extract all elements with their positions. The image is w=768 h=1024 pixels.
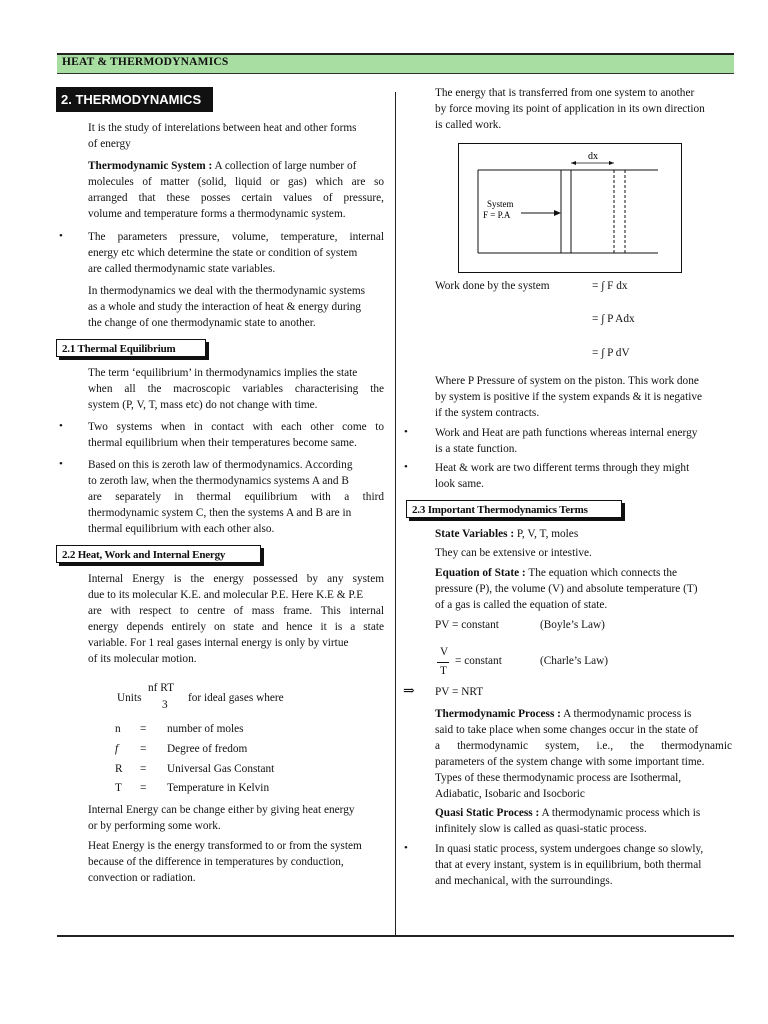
work-eq-1: = ∫ F dx xyxy=(592,280,628,292)
zeroth-law-line-3: are separately in thermal equilibrium with a third xyxy=(88,491,384,503)
implies-arrow-icon: ⇒ xyxy=(403,684,415,699)
contact-line-1: Two systems when in contact with each other come to xyxy=(88,421,384,433)
equilibrium-process-line-1: In quasi static process, system undergoes change so slowly, xyxy=(435,843,704,855)
charles-numerator: V xyxy=(440,646,449,658)
force-arrow-icon xyxy=(554,210,561,216)
fraction-bar xyxy=(437,662,449,663)
eos-line-2: pressure (P), the volume (V) and absolute temperature (T) xyxy=(435,583,698,595)
def-equals: = xyxy=(140,763,147,775)
equilibrium-process-line-2: that at every instant, system is in equilibrium, both thermal xyxy=(435,859,702,871)
interaction-line-3: the change of one thermodynamic state to another. xyxy=(88,317,316,329)
system-label: System xyxy=(487,199,514,209)
work-eq-2: = ∫ P Adx xyxy=(592,313,635,325)
def-equals: = xyxy=(140,723,147,735)
internal-energy-line-4: energy depends entirely on state and hence it is a state xyxy=(88,621,384,633)
zeroth-law-line-4: thermodynamic system C, then the systems A and B are in xyxy=(88,507,352,519)
force-label: F = P.A xyxy=(483,210,511,220)
units-label: Units xyxy=(117,692,142,704)
thermo-system-term: Thermodynamic System : xyxy=(88,160,213,172)
section-2-3-heading: 2.3 Important Thermodynamics Terms xyxy=(406,500,622,518)
quasi-static-term: Quasi Static Process : xyxy=(435,807,540,819)
process-line-4: parameters of the system change with some important time. xyxy=(435,756,705,768)
work-done-label: Work done by the system xyxy=(435,280,550,292)
def-symbol-t: T xyxy=(115,782,122,794)
process-term: Thermodynamic Process : xyxy=(435,708,561,720)
bullet-mark: • xyxy=(404,461,408,473)
heat-energy-line-2: because of the difference in temperatures by conduction, xyxy=(88,856,344,868)
path-function-line-1: Work and Heat are path functions whereas internal energy xyxy=(435,427,698,439)
equilibrium-process-line-3: and mechanical, with the surroundings. xyxy=(435,875,613,887)
extensive-line: They can be extensive or intestive. xyxy=(435,547,592,559)
pressure-note-line-2: by system is positive if the system expands & it is negative xyxy=(435,391,703,403)
contact-line-2: thermal equilibrium when their temperatures become same. xyxy=(88,437,357,449)
def-equals: = xyxy=(140,782,147,794)
chapter-title: 2. THERMODYNAMICS xyxy=(56,87,213,112)
piston-diagram xyxy=(458,143,682,273)
equilibrium-line-1: The term ‘equilibrium’ in thermodynamics implies the state xyxy=(88,367,358,379)
quasi-static-text: A thermodynamic process which is xyxy=(541,807,701,819)
heat-energy-line-1: Heat Energy is the energy transformed to or from the system xyxy=(88,840,362,852)
state-variables-text: P, V, T, moles xyxy=(516,528,579,540)
work-def-line-2: by force moving its point of application in its own direction xyxy=(435,103,705,115)
state-var-line-3: are called thermodynamic state variables. xyxy=(88,263,276,275)
section-2-1-heading: 2.1 Thermal Equilibrium xyxy=(56,339,206,357)
internal-energy-line-6: of its molecular motion. xyxy=(88,653,197,665)
eos-text: The equation which connects the xyxy=(528,567,678,579)
pressure-note-line-1: Where P Pressure of system on the piston. This work done xyxy=(435,375,699,387)
dx-arrow-left-icon xyxy=(571,161,576,165)
bullet-mark: • xyxy=(59,458,63,470)
boyle-law-name: (Boyle’s Law) xyxy=(540,619,605,631)
state-var-line-1: The parameters pressure, volume, temperature, internal xyxy=(88,231,384,243)
work-eq-3: = ∫ P dV xyxy=(592,347,630,359)
interaction-line-2: as a whole and study the interaction of heat & energy during xyxy=(88,301,362,313)
change-line-1: Internal Energy can be change either by giving heat energy xyxy=(88,804,355,816)
process-line-2: said to take place when some changes occur in the state of xyxy=(435,724,699,736)
bullet-mark: • xyxy=(59,230,63,242)
eos-term: Equation of State : xyxy=(435,567,526,579)
internal-energy-line-5: variable. For 1 real gases internal energy is only by virtue xyxy=(88,637,349,649)
internal-energy-line-3: are with respect to centre of mass frame. This internal xyxy=(88,605,384,617)
def-symbol-f: f xyxy=(115,743,119,755)
process-line-3: a thermodynamic system, i.e., the thermodynamic xyxy=(435,740,732,752)
footer-rule xyxy=(57,935,734,937)
units-denominator: 3 xyxy=(162,699,168,711)
work-def-line-3: is called work. xyxy=(435,119,502,131)
process-line-6: Adiabatic, Isobaric and Isocboric xyxy=(435,788,585,800)
eos-line-1 xyxy=(435,566,732,582)
thermo-system-line-1 xyxy=(88,159,384,175)
thermo-system-line-3: arranged that these posses certain values of pressure, xyxy=(88,192,384,204)
pressure-note-line-3: if the system contracts. xyxy=(435,407,540,419)
bullet-mark: • xyxy=(404,426,408,438)
heat-work-line-2: look same. xyxy=(435,478,484,490)
state-var-line-2: energy etc which determine the state or condition of system xyxy=(88,247,358,259)
ideal-gas-equation: PV = NRT xyxy=(435,686,484,698)
equilibrium-line-3: system (P, V, T, mass etc) do not change with time. xyxy=(88,399,318,411)
zeroth-law-line-5: thermal equilibrium with each other also. xyxy=(88,523,275,535)
thermo-system-text: A collection of large number of xyxy=(214,160,357,172)
heat-work-line-1: Heat & work are two different terms through they might xyxy=(435,462,690,474)
equilibrium-line-2: when all the macroscopic variables characterising the xyxy=(88,383,384,395)
units-numerator: nf RT xyxy=(148,682,174,694)
process-text: A thermodynamic process is xyxy=(563,708,692,720)
header-title: HEAT & THERMODYNAMICS xyxy=(62,56,229,68)
bullet-mark: • xyxy=(404,842,408,854)
section-2-2-heading: 2.2 Heat, Work and Internal Energy xyxy=(56,545,261,563)
quasi-static-line-1 xyxy=(435,806,732,822)
def-desc-f: Degree of fredom xyxy=(167,743,248,755)
heat-energy-line-3: convection or radiation. xyxy=(88,872,196,884)
state-variables-line xyxy=(435,527,578,543)
process-line-5: Types of these thermodynamic process are Isothermal, xyxy=(435,772,682,784)
dx-label: dx xyxy=(588,151,598,162)
def-symbol-n: n xyxy=(115,723,121,735)
def-desc-n: number of moles xyxy=(167,723,244,735)
change-line-2: or by performing some work. xyxy=(88,820,221,832)
thermo-system-line-2: molecules of matter (solid, liquid or gas) which are so xyxy=(88,176,384,188)
work-def-line-1: The energy that is transferred from one system to another xyxy=(435,87,695,99)
intro-line-2: of energy xyxy=(88,138,131,150)
internal-energy-line-1: Internal Energy is the energy possessed by any system xyxy=(88,573,384,585)
running-header xyxy=(57,55,734,74)
eos-line-3: of a gas is called the equation of state. xyxy=(435,599,608,611)
process-line-1 xyxy=(435,707,732,723)
def-desc-r: Universal Gas Constant xyxy=(167,763,275,775)
def-symbol-r: R xyxy=(115,763,123,775)
interaction-line-1: In thermodynamics we deal with the thermodynamic systems xyxy=(88,285,366,297)
charles-law-name: (Charle’s Law) xyxy=(540,655,609,667)
units-tail: for ideal gases where xyxy=(188,692,284,704)
column-divider xyxy=(395,92,396,937)
zeroth-law-line-1: Based on this is zeroth law of thermodynamics. According xyxy=(88,459,353,471)
bullet-mark: • xyxy=(59,420,63,432)
quasi-static-line-2: infinitely slow is called as quasi-static process. xyxy=(435,823,647,835)
path-function-line-2: is a state function. xyxy=(435,443,518,455)
thermo-system-line-4: volume and temperature forms a thermodynamic system. xyxy=(88,208,346,220)
dx-arrow-right-icon xyxy=(609,161,614,165)
intro-line-1: It is the study of interelations between heat and other forms xyxy=(88,122,357,134)
boyle-equation: PV = constant xyxy=(435,619,499,631)
def-desc-t: Temperature in Kelvin xyxy=(167,782,270,794)
charles-denominator: T xyxy=(440,665,447,677)
charles-equation: = constant xyxy=(455,655,502,667)
state-variables-term: State Variables : xyxy=(435,528,515,540)
internal-energy-line-2: due to its molecular K.E. and molecular P.E. Here K.E & P.E xyxy=(88,589,364,601)
zeroth-law-line-2: to zeroth law, when the thermodynamics systems A and B xyxy=(88,475,349,487)
def-equals: = xyxy=(140,743,147,755)
